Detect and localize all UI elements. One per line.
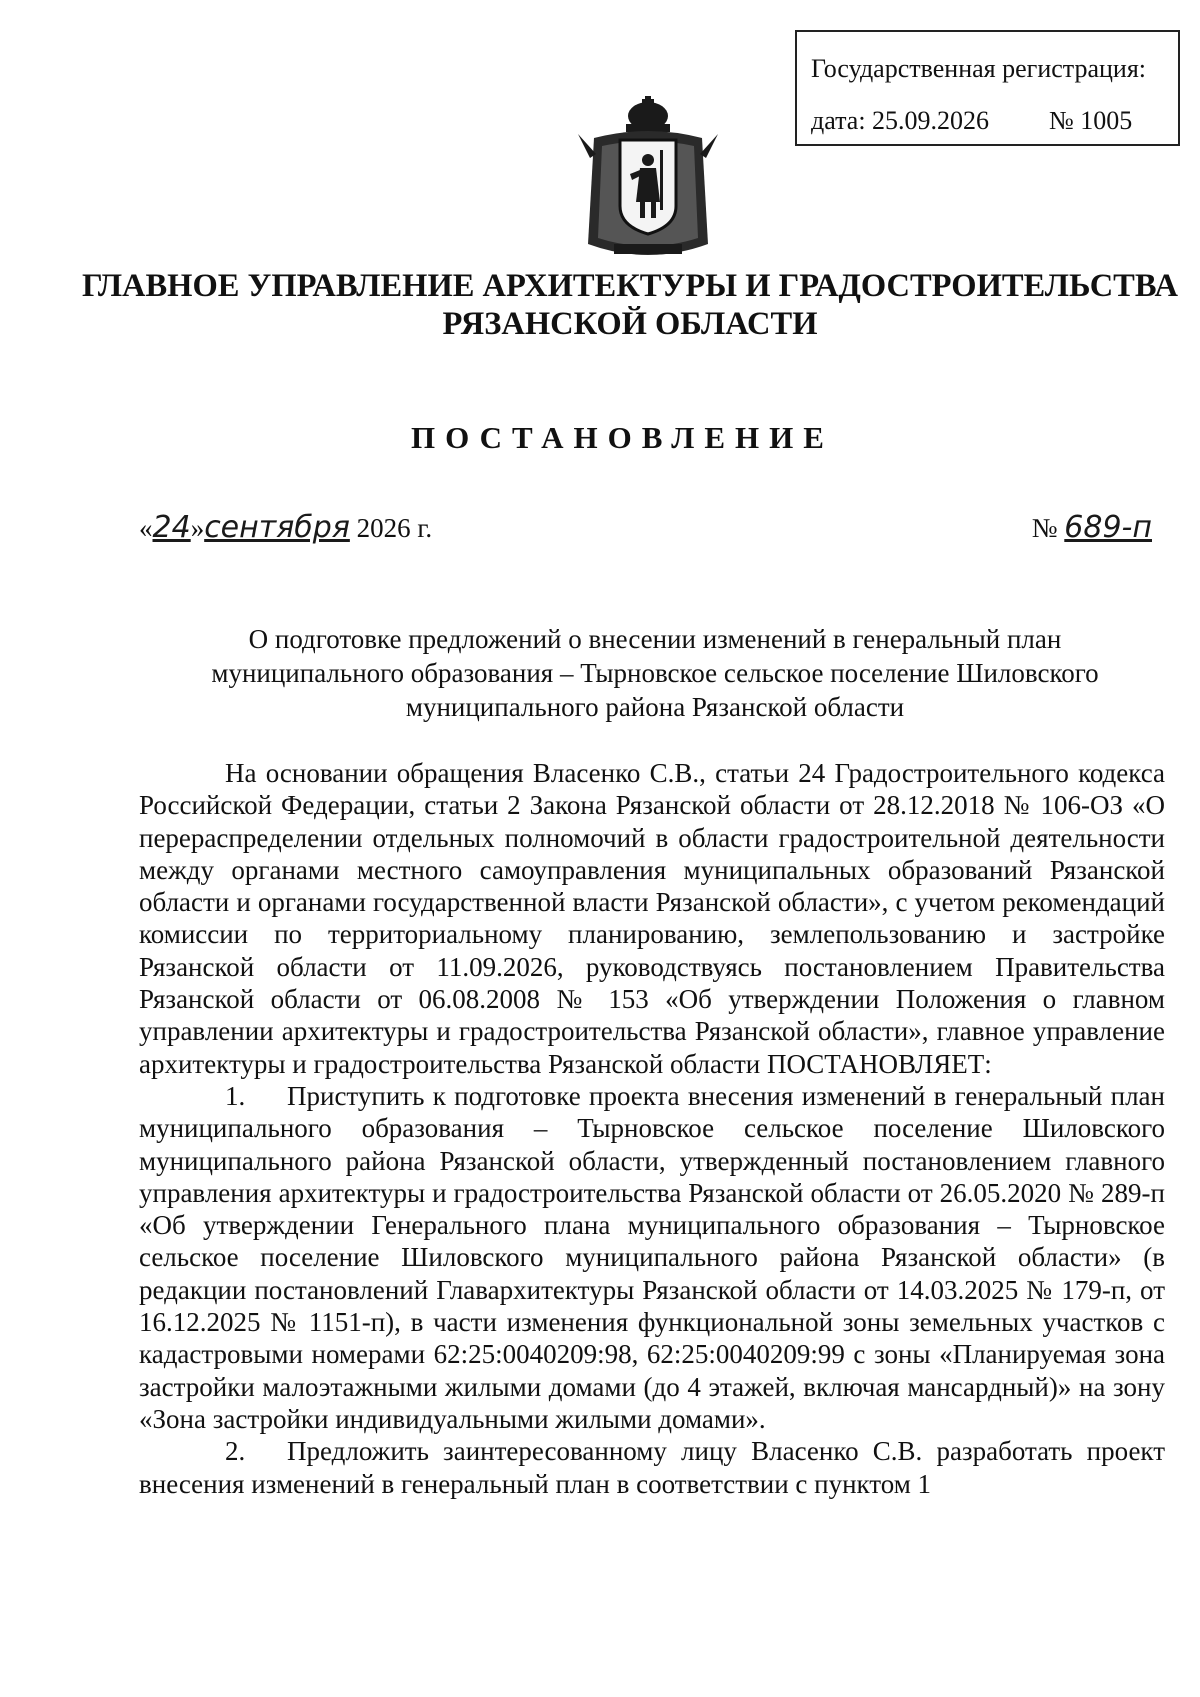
organization-title-line-2: РЯЗАНСКОЙ ОБЛАСТИ xyxy=(442,306,818,342)
subject-line-1: О подготовке предложений о внесении изменений в генеральный план xyxy=(248,624,1062,654)
subject-line-2: муниципального образования – Тырновское сельское поселение Шиловского xyxy=(211,658,1099,688)
date-month: сентября xyxy=(204,510,350,545)
item-text: Приступить к подготовке проекта внесения изменений в генеральный план муниципального образования – Тырновское сельское поселение Шиловского муниципального района Рязанской области, утвержденный постановлением главного управления архитектуры и градостроительства Рязанской области от 26.05.2020 № 289-п «Об утверждении Генерального плана муниципального образования – Тырновское сельское поселение Шиловского муниципального района Рязанской области» (в редакции постановлений Главархитектуры Рязанской области от 14.03.2025 № 179-п, от 16.12.2025 № 1151-п), в части изменения функциональной зоны земельных участков с кадастровыми номерами 62:25:0040209:98, 62:25:0040209:99 с зоны «Планируемая зона застройки малоэтажными жилыми домами (до 4 этажей, включая мансардный)» на зону «Зона застройки индивидуальными жилыми домами». xyxy=(139,1080,1165,1434)
document-type: ПОСТАНОВЛЕНИЕ xyxy=(411,420,834,455)
number-value: 689-п xyxy=(1064,510,1152,545)
registration-number: № 1005 xyxy=(1049,106,1133,135)
number-sign: № xyxy=(1031,513,1058,543)
date-year: 2026 г. xyxy=(356,513,433,543)
item-text: Предложить заинтересованному лицу Власенко С.В. разработать проект внесения изменений в генеральный план в соответствии с пунктом 1 xyxy=(139,1436,1165,1499)
registration-stamp xyxy=(795,30,1180,146)
item-number: 1. xyxy=(225,1080,246,1111)
list-item xyxy=(139,1080,1165,1435)
date-day: 24 xyxy=(152,510,191,545)
list-item xyxy=(139,1435,1165,1500)
document-subject xyxy=(100,622,1200,724)
item-number: 2. xyxy=(225,1436,246,1467)
date-close-quote: » xyxy=(190,513,205,543)
date-open-quote: « xyxy=(139,513,153,543)
subject-line-3: муниципального района Рязанской области xyxy=(405,692,905,722)
registration-date: дата: 25.09.2026 xyxy=(811,106,990,135)
preamble-paragraph: На основании обращения Власенко С.В., статьи 24 Градостроительного кодекса Российской Федерации, статьи 2 Закона Рязанской области от 28.12.2018 № 106-ОЗ «О перераспределении отдельных полномочий в области градостроительной деятельности между органами местного самоуправления муниципальных образований Рязанской области и органами государственной власти Рязанской области», с учетом рекомендаций комиссии по территориальному планированию, землепользованию и застройке Рязанской области от 11.09.2026, руководствуясь постановлением Правительства Рязанской области от 06.08.2008 № 153 «Об утверждении Положения о главном управлении архитектуры и градостроительства Рязанской области», главное управление архитектуры и градостроительства Рязанской области ПОСТАНОВЛЯЕТ: xyxy=(139,758,1165,1079)
ryazan-coat-of-arms-icon xyxy=(574,94,722,266)
resolution-date xyxy=(139,510,432,545)
organization-title xyxy=(60,267,1200,343)
organization-title-line-1: ГЛАВНОЕ УПРАВЛЕНИЕ АРХИТЕКТУРЫ И ГРАДОСТРОИТЕЛЬСТВА xyxy=(82,268,1178,304)
document-body xyxy=(139,757,1165,1500)
resolution-number xyxy=(1032,510,1152,545)
registration-label: Государственная регистрация: xyxy=(811,54,1147,83)
